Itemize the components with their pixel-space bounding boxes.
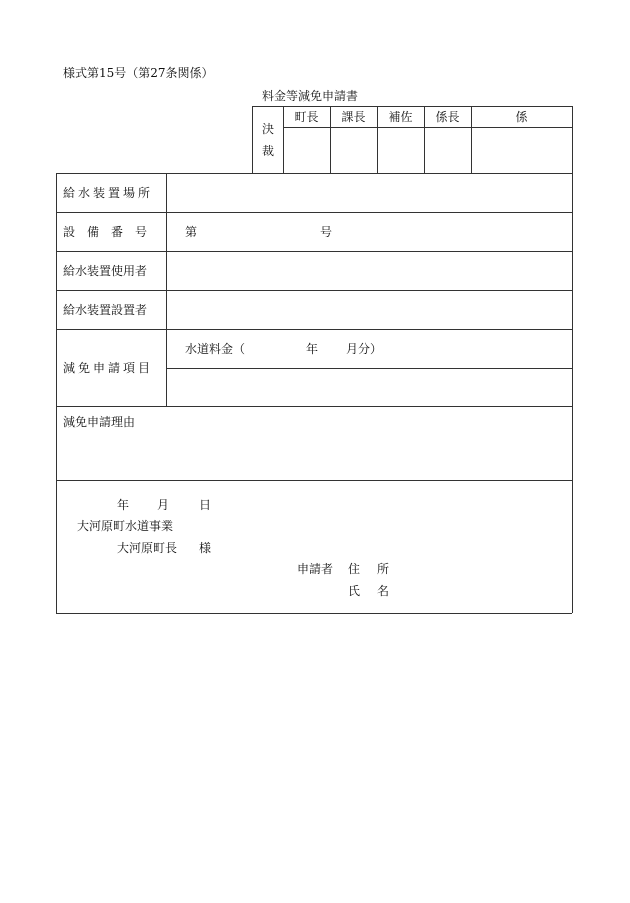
equipment-number-label: 設備番号: [63, 225, 160, 239]
water-device-user-label: 給水装置使用者: [63, 264, 148, 278]
approval-col-staff: 係: [515, 110, 528, 124]
water-fee-year: 年: [306, 342, 319, 356]
approval-label-ketsu: 決: [262, 122, 275, 136]
date-day: 日: [199, 498, 212, 512]
name-label-1: 氏: [348, 584, 361, 598]
name-label-2: 名: [377, 584, 390, 598]
date-year: 年: [117, 498, 130, 512]
water-fee-month: 月分）: [346, 342, 383, 356]
approval-col-section-chief: 課長: [341, 110, 366, 124]
mayor-name: 大河原町長: [117, 541, 178, 555]
water-device-location-label: 給水装置場所: [63, 186, 154, 200]
water-device-installer-label: 給水装置設置者: [63, 303, 148, 317]
reduction-reason-label: 減免申請理由: [63, 415, 136, 429]
document-title: 料金等減免申請書: [262, 89, 359, 103]
reduction-item-label: 減免申請項目: [63, 361, 154, 375]
equipment-number-prefix: 第: [185, 225, 198, 239]
water-fee-text: 水道料金（: [185, 342, 246, 356]
address-label-1: 住: [348, 562, 361, 576]
honorific: 様: [199, 541, 212, 555]
approval-col-mayor: 町長: [294, 110, 319, 124]
form-number: 様式第15号（第27条関係）: [63, 66, 214, 80]
applicant-label: 申請者: [297, 562, 334, 576]
approval-col-unit-chief: 係長: [435, 110, 460, 124]
address-label-2: 所: [377, 562, 390, 576]
date-month: 月: [157, 498, 170, 512]
equipment-number-suffix: 号: [320, 225, 333, 239]
approval-label-sai: 裁: [262, 144, 275, 158]
water-business-name: 大河原町水道事業: [77, 519, 174, 533]
approval-col-assistant: 補佐: [388, 110, 413, 124]
